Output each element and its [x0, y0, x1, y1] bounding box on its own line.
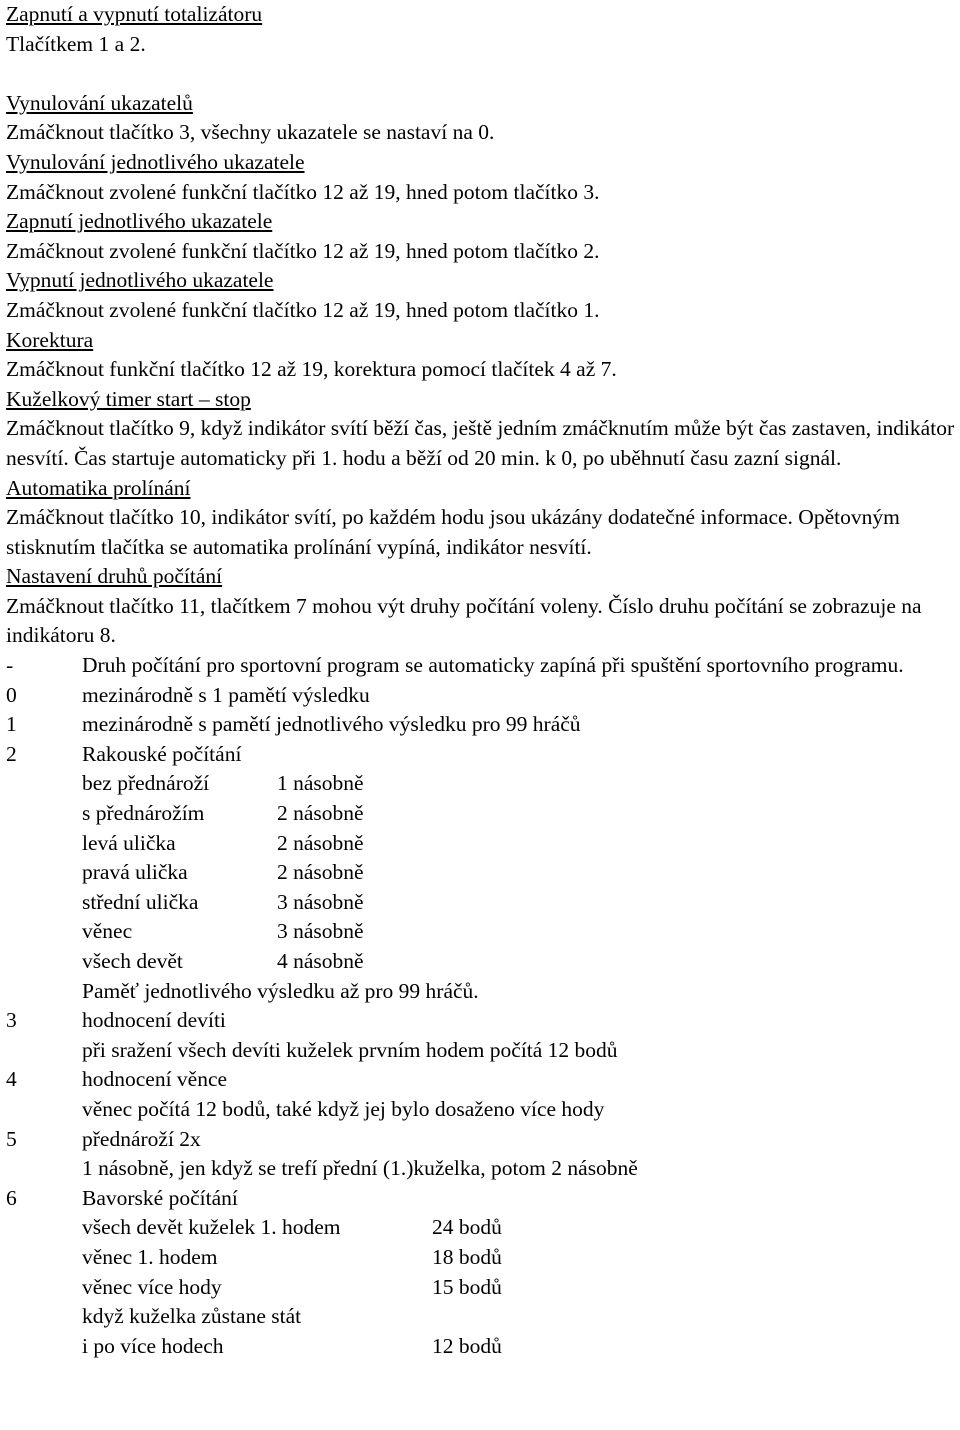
austrian-value: 4 násobně [277, 949, 364, 973]
austrian-value: 2 násobně [277, 830, 364, 855]
austrian-value: 3 násobně [277, 889, 364, 914]
mode-note: 1 násobně, jen když se trefí přední (1.)kuželka, potom 2 násobně [82, 1156, 638, 1181]
austrian-row [6, 858, 960, 888]
austrian-row [6, 917, 960, 947]
austrian-row [6, 769, 960, 799]
austrian-value: 2 násobně [277, 801, 364, 826]
mode-note: věnec počítá 12 bodů, také když jej bylo dosaženo více hody [82, 1096, 605, 1121]
austrian-name: bez přednároží [82, 771, 210, 796]
section-heading: Vypnutí jednotlivého ukazatele [6, 268, 274, 293]
section-heading: Vynulování jednotlivého ukazatele [6, 149, 305, 174]
section-body: Zmáčknout zvolené funkční tlačítko 12 až 19, hned potom tlačítko 1. [6, 297, 600, 322]
section-heading: Korektura [6, 327, 94, 352]
mode-label: přednároží 2x [82, 1126, 201, 1151]
mode-item [6, 1006, 960, 1036]
bavarian-row [6, 1332, 960, 1362]
mode-number: 4 [6, 1067, 17, 1092]
mode-item [6, 1125, 960, 1155]
mode-item [6, 681, 960, 711]
mode-label: mezinárodně s 1 pamětí výsledku [82, 682, 370, 707]
austrian-name: levá ulička [82, 830, 176, 855]
mode-number: 1 [6, 712, 17, 737]
bavarian-name: věnec 1. hodem [82, 1244, 218, 1269]
austrian-name: pravá ulička [82, 860, 188, 885]
section-heading: Kuželkový timer start – stop [6, 386, 251, 411]
mode-number: 6 [6, 1185, 17, 1210]
section-body: Zmáčknout funkční tlačítko 12 až 19, korektura pomocí tlačítek 4 až 7. [6, 357, 617, 382]
section-body: Zmáčknout tlačítko 3, všechny ukazatele se nastaví na 0. [6, 120, 495, 145]
bavarian-row [6, 1273, 960, 1303]
austrian-row [6, 947, 960, 977]
mode-number: 5 [6, 1126, 17, 1151]
mode-number: 0 [6, 682, 17, 707]
mode-label: mezinárodně s pamětí jednotlivého výsledku pro 99 hráčů [82, 712, 581, 737]
section-heading: Zapnutí jednotlivého ukazatele [6, 209, 273, 234]
bavarian-value: 12 bodů [432, 1333, 502, 1358]
section-heading: Nastavení druhů počítání [6, 564, 223, 589]
austrian-row [6, 888, 960, 918]
austrian-note: Paměť jednotlivého výsledku až pro 99 hráčů. [82, 978, 479, 1003]
mode-item [6, 740, 960, 770]
austrian-row [6, 799, 960, 829]
blank-line [6, 59, 960, 89]
bavarian-value: 15 bodů [432, 1274, 502, 1299]
austrian-name: všech devět [82, 949, 183, 973]
bavarian-row [6, 1243, 960, 1273]
section-body: Zmáčknout zvolené funkční tlačítko 12 až 19, hned potom tlačítko 2. [6, 238, 600, 263]
dash-marker: - [6, 653, 14, 678]
mode-item [6, 710, 960, 740]
austrian-value: 3 násobně [277, 919, 364, 944]
section-body: Zmáčknout tlačítko 11, tlačítkem 7 mohou výt druhy počítání voleny. Číslo druhu počítání se zobrazuje na indikátoru 8. [6, 593, 922, 648]
section-body: Zmáčknout tlačítko 10, indikátor svítí, po každém hodu jsou ukázány dodatečné informace. Opětovným stisknutím tlačítka se automatika prolínání vypíná, indikátor nesvítí. [6, 505, 900, 559]
section-heading: Vynulování ukazatelů [6, 90, 193, 115]
mode-item [6, 1065, 960, 1095]
bavarian-name: věnec více hody [82, 1274, 222, 1299]
mode-item [6, 1184, 960, 1214]
mode-label: hodnocení věnce [82, 1067, 228, 1092]
bavarian-name: i po více hodech [82, 1333, 224, 1358]
austrian-name: věnec [82, 919, 133, 944]
dash-text: Druh počítání pro sportovní program se automaticky zapíná při spuštění sportovního programu. [82, 653, 904, 678]
bavarian-name: když kuželka zůstane stát [82, 1304, 302, 1329]
bavarian-value: 18 bodů [432, 1244, 502, 1269]
mode-label: Bavorské počítání [82, 1185, 238, 1210]
dash-list-item [6, 651, 960, 681]
mode-label: Rakouské počítání [82, 741, 242, 766]
section-body: Zmáčknout zvolené funkční tlačítko 12 až 19, hned potom tlačítko 3. [6, 179, 600, 204]
bavarian-value: 24 bodů [432, 1215, 502, 1240]
bavarian-name: všech devět kuželek 1. hodem [82, 1215, 341, 1240]
mode-note: při sražení všech devíti kuželek prvním hodem počítá 12 bodů [82, 1037, 618, 1062]
section-heading: Automatika prolínání [6, 475, 191, 500]
mode-number: 2 [6, 741, 17, 766]
austrian-row [6, 829, 960, 859]
austrian-value: 1 násobně [277, 771, 364, 796]
section-body: Tlačítkem 1 a 2. [6, 31, 146, 56]
austrian-name: s přednárožím [82, 801, 205, 826]
bavarian-row [6, 1302, 960, 1332]
bavarian-row [6, 1213, 960, 1243]
austrian-name: střední ulička [82, 889, 199, 914]
section-body: Zmáčknout tlačítko 9, když indikátor svítí běží čas, ještě jedním zmáčknutím může být čas zastaven, indikátor nesvítí. Čas startuje automaticky při 1. hodu a běží od 20 min. k 0, po uběhnutí času zazní signál. [6, 416, 955, 470]
austrian-value: 2 násobně [277, 860, 364, 885]
mode-number: 3 [6, 1008, 17, 1033]
section-heading: Zapnutí a vypnutí totalizátoru [6, 2, 263, 26]
mode-label: hodnocení devíti [82, 1008, 226, 1033]
